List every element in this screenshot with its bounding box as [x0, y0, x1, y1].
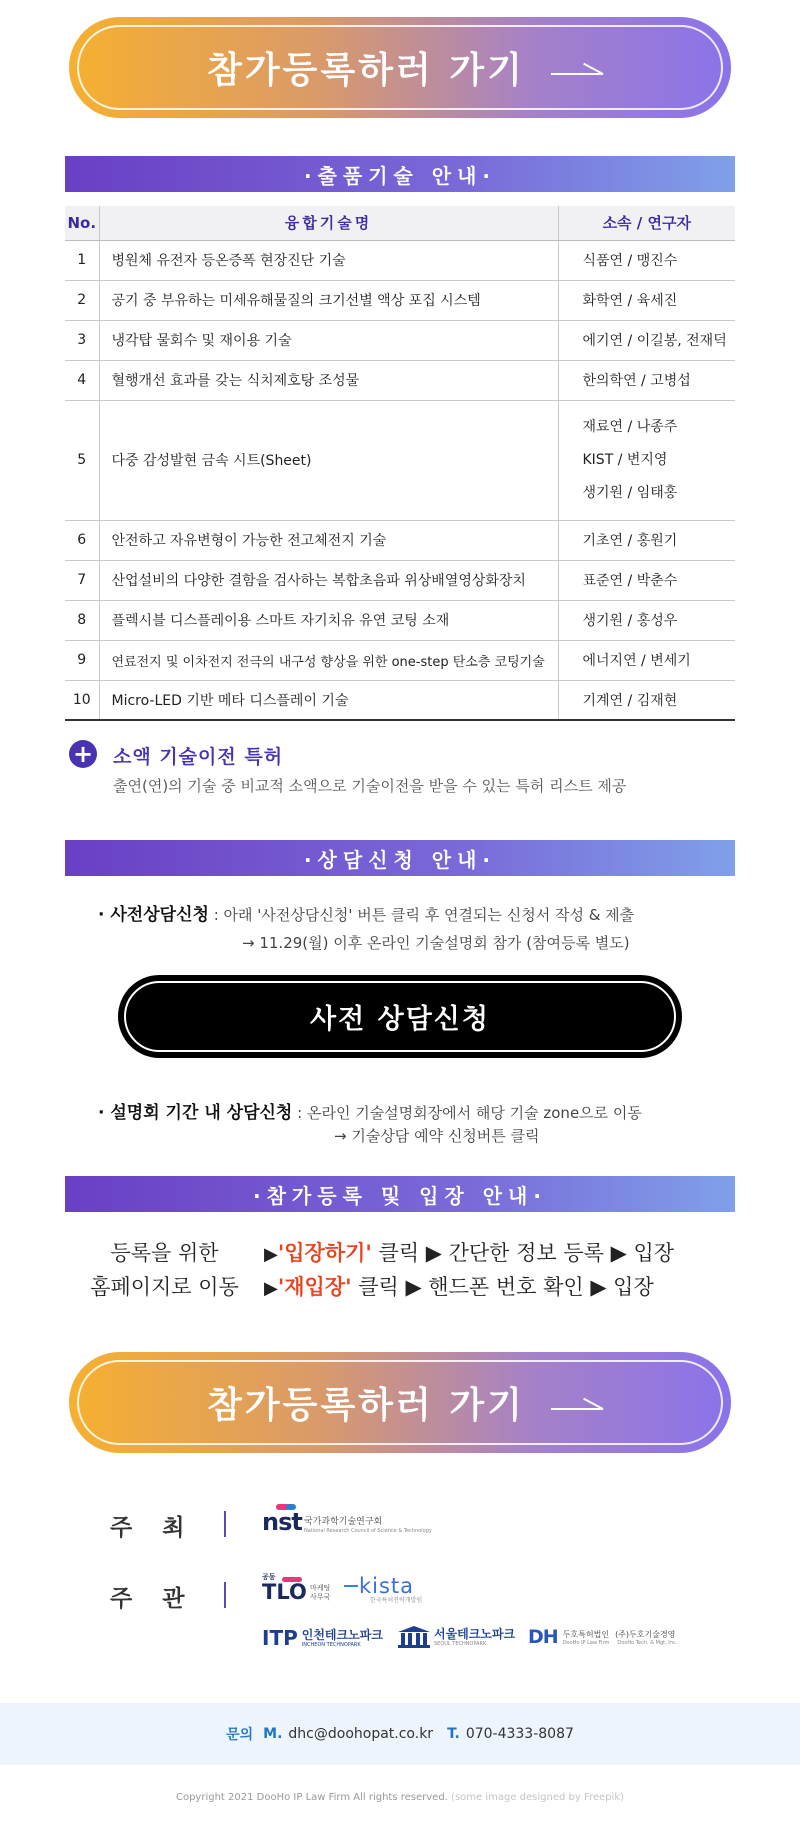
itp-name: 인천테크노파크 — [301, 1628, 383, 1642]
mail-key: M. — [263, 1726, 283, 1742]
nst-name: 국가과학기술연구회 — [304, 1516, 383, 1527]
table-row — [65, 360, 735, 400]
host-label: 주최 — [110, 1515, 215, 1541]
during-consult-text: : 온라인 기술설명회장에서 해당 기술 zone으로 이동 — [297, 1104, 642, 1122]
seoul-tp-logo — [398, 1626, 515, 1648]
plus-icon: + — [69, 740, 97, 768]
kista-mark: kista — [359, 1574, 415, 1598]
row-org: 에너지연 / 변세기 — [558, 640, 735, 680]
play-icon: ▶ — [264, 1278, 278, 1299]
play-icon: ▶ — [264, 1244, 278, 1265]
table-row — [65, 320, 735, 360]
contact-label: 문의 — [226, 1727, 254, 1743]
header-no: No. — [65, 206, 99, 240]
org-line: KIST / 변지영 — [582, 451, 668, 468]
table-row — [65, 240, 735, 280]
row-name: 다중 감성발현 금속 시트(Sheet) — [99, 400, 558, 520]
register-step-line2 — [264, 1270, 654, 1306]
register-left-line1: 등록을 위한 — [110, 1241, 219, 1265]
contact-bar — [0, 1703, 800, 1765]
row-org: 표준연 / 박춘수 — [558, 560, 735, 600]
itp-sub: INCHEON TECHNOPARK — [301, 1642, 361, 1648]
header-name: 융합기술명 — [99, 206, 558, 240]
tlo-side1: 마케팅 — [310, 1584, 331, 1592]
cta-label: 참가등록하러 가기 — [207, 1385, 525, 1426]
manage-label: 주관 — [110, 1586, 215, 1612]
tel-key: T. — [447, 1726, 460, 1742]
itp-mark: ITP — [262, 1626, 298, 1650]
row-name: 안전하고 자유변형이 가능한 전고체전지 기술 — [99, 520, 558, 560]
dh-mark: DH — [528, 1626, 558, 1648]
table-row — [65, 640, 735, 680]
itp-logo — [262, 1626, 383, 1650]
tech-table — [65, 206, 735, 721]
table-row — [65, 280, 735, 320]
pre-consult-row — [98, 900, 634, 925]
register-left-line2: 홈페이지로 이동 — [90, 1275, 239, 1299]
org-line: 생기원 / 임태홍 — [582, 484, 678, 501]
copyright — [0, 1792, 800, 1803]
row-org: 에기연 / 이길봉, 전재덕 — [558, 320, 735, 360]
row-name: Micro-LED 기반 메타 디스플레이 기술 — [99, 680, 558, 720]
row-no: 9 — [65, 640, 99, 680]
dh-sub1: DooHo IP Law Firm — [562, 1639, 610, 1646]
tlo-logo — [262, 1572, 330, 1606]
dh-name1: 두호특허법인 — [562, 1629, 610, 1639]
reenter-steps: 클릭 ▶ 핸드폰 번호 확인 ▶ 입장 — [351, 1275, 654, 1299]
during-consult-label: · 설명회 기간 내 상담신청 — [98, 1103, 293, 1123]
manage-divider — [224, 1582, 226, 1608]
row-no: 10 — [65, 680, 99, 720]
row-org — [558, 400, 735, 520]
row-org: 기계연 / 김재현 — [558, 680, 735, 720]
contact-phone[interactable]: 070-4333-8087 — [465, 1726, 574, 1742]
contact-email[interactable]: dhc@doohopat.co.kr — [288, 1726, 434, 1742]
row-name: 혈행개선 효과를 갖는 식치제호탕 조성물 — [99, 360, 558, 400]
pre-consult-label: · 사전상담신청 — [98, 905, 209, 925]
tlo-side2: 사무국 — [310, 1593, 331, 1601]
header-org: 소속 / 연구자 — [558, 206, 735, 240]
tlo-top: 공동 — [262, 1573, 276, 1581]
consult-section-title: ·상담신청 안내· — [65, 840, 735, 876]
row-no: 4 — [65, 360, 99, 400]
register-step-line1 — [264, 1236, 674, 1272]
table-row — [65, 680, 735, 720]
row-no: 2 — [65, 280, 99, 320]
seoul-tp-name: 서울테크노파크 — [434, 1627, 516, 1641]
dooho-logo — [528, 1626, 677, 1648]
pre-consult-sub: → 11.29(월) 이후 온라인 기술설명회 참가 (참여등록 별도) — [242, 934, 630, 952]
row-no: 1 — [65, 240, 99, 280]
small-patent-title: 소액 기술이전 특허 — [113, 746, 284, 768]
nst-logo — [262, 1502, 432, 1538]
cta-label: 참가등록하러 가기 — [207, 50, 525, 91]
exhibit-section-title: ·출품기술 안내· — [65, 156, 735, 192]
pre-consult-button[interactable]: 사전 상담신청 — [118, 975, 682, 1058]
row-org: 생기원 / 홍성우 — [558, 600, 735, 640]
arrow-right-icon — [551, 58, 605, 78]
table-header-row — [65, 206, 735, 240]
row-name: 플렉시블 디스플레이용 스마트 자기치유 유연 코팅 소재 — [99, 600, 558, 640]
row-org: 한의학연 / 고병섭 — [558, 360, 735, 400]
row-name: 병원체 유전자 등온증폭 현장진단 기술 — [99, 240, 558, 280]
nst-mark: nst — [262, 1508, 302, 1536]
host-divider — [224, 1511, 226, 1537]
row-name: 공기 중 부유하는 미세유해물질의 크기선별 액상 포집 시스템 — [99, 280, 558, 320]
small-patent-desc: 출연(연)의 기술 중 비교적 소액으로 기술이전을 받을 수 있는 특허 리스트 제공 — [113, 777, 627, 795]
during-consult-row — [98, 1098, 642, 1123]
row-name: 연료전지 및 이차전지 전극의 내구성 향상을 위한 one-step 탄소층 코팅기술 — [99, 640, 558, 680]
nst-sub: National Research Council of Science & Technology — [304, 1527, 432, 1534]
dh-sub2: DooHo Tech. & Mgt. Inc. — [617, 1639, 678, 1646]
row-no: 6 — [65, 520, 99, 560]
building-icon — [398, 1626, 430, 1648]
table-row — [65, 600, 735, 640]
reenter-key: '재입장' — [277, 1275, 352, 1299]
table-row — [65, 560, 735, 600]
during-consult-sub: → 기술상담 예약 신청버튼 클릭 — [334, 1127, 540, 1145]
register-section-title: ·참가등록 및 입장 안내· — [65, 1176, 735, 1212]
register-cta-bottom[interactable] — [69, 1352, 731, 1453]
row-name: 산업설비의 다양한 결함을 검사하는 복합초음파 위상배열영상화장치 — [99, 560, 558, 600]
arrow-right-icon — [551, 1393, 605, 1413]
seoul-tp-sub: SEOUL TECHNOPARK — [434, 1641, 487, 1647]
row-no: 7 — [65, 560, 99, 600]
copyright-note: (some image designed by Freepik) — [451, 1792, 625, 1803]
row-no: 8 — [65, 600, 99, 640]
kista-logo — [344, 1574, 422, 1604]
row-org: 화학연 / 육세진 — [558, 280, 735, 320]
row-no: 3 — [65, 320, 99, 360]
row-name: 냉각탑 물회수 및 재이용 기술 — [99, 320, 558, 360]
copyright-main: Copyright 2021 DooHo IP Law Firm All rights reserved. — [175, 1792, 448, 1803]
row-org: 식품연 / 맹진수 — [558, 240, 735, 280]
row-org: 기초연 / 홍원기 — [558, 520, 735, 560]
org-line: 재료연 / 나종주 — [582, 418, 678, 435]
table-row — [65, 520, 735, 560]
kista-sub: 한국특허전략개발원 — [370, 1597, 423, 1604]
enter-steps: 클릭 ▶ 간단한 정보 등록 ▶ 입장 — [371, 1241, 675, 1265]
pre-consult-text: : 아래 '사전상담신청' 버튼 클릭 후 연결되는 신청서 작성 & 제출 — [213, 906, 635, 924]
enter-key: '입장하기' — [277, 1241, 372, 1265]
table-row — [65, 400, 735, 520]
register-cta-top[interactable] — [69, 17, 731, 118]
row-no: 5 — [65, 400, 99, 520]
tlo-mark: TLO — [262, 1580, 307, 1604]
dh-name2: (주)두호기술경영 — [615, 1629, 676, 1639]
